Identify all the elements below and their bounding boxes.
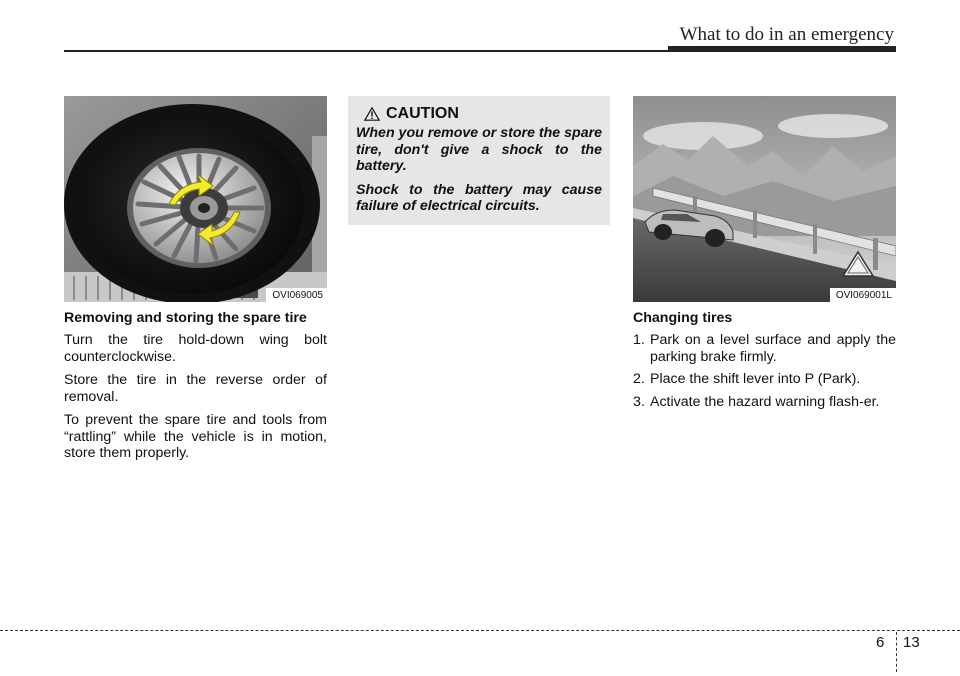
caution-paragraph: Shock to the battery may cause failure of electrical circuits. (356, 181, 602, 214)
step-text: Activate the hazard warning flash-er. (650, 393, 880, 410)
caution-header (356, 105, 602, 123)
body-paragraph: Store the tire in the reverse order of removal. (64, 372, 327, 405)
body-paragraph: Turn the tire hold-down wing bolt counterclockwise. (64, 332, 327, 365)
step-text: Park on a level surface and apply the parking brake firmly. (650, 332, 896, 365)
right-column (633, 96, 896, 416)
left-column (64, 96, 327, 469)
step-number: 2. (633, 371, 645, 387)
step-number: 3. (633, 393, 645, 410)
step-list (633, 332, 896, 410)
step-item (633, 394, 896, 411)
step-number: 1. (633, 332, 645, 348)
section-title: What to do in an emergency (679, 24, 894, 45)
spare-tire-illustration (64, 96, 327, 302)
step-text: Place the shift lever into P (Park). (650, 371, 861, 387)
middle-column (348, 96, 610, 225)
footer-rule (0, 630, 960, 631)
spare-tire-image (64, 96, 327, 302)
section-heading: Changing tires (633, 310, 733, 326)
page-divider (896, 632, 897, 672)
section-heading: Removing and storing the spare tire (64, 310, 307, 326)
warning-triangle-icon (364, 107, 380, 121)
body-paragraph: To prevent the spare tire and tools from “rattling” while the vehicle is in motion, store them properly. (64, 412, 327, 461)
chapter-number: 6 (876, 634, 885, 651)
step-item (633, 371, 896, 388)
caution-box (348, 96, 610, 225)
caution-title: CAUTION (386, 105, 459, 122)
caution-paragraph: When you remove or store the spare tire, don't give a shock to the battery. (356, 125, 602, 174)
figure-code: OVI069001L (830, 288, 896, 302)
page-number: 13 (903, 634, 920, 651)
roadside-illustration (633, 96, 896, 302)
roadside-image (633, 96, 896, 302)
step-item (633, 332, 896, 365)
header-tab-bar (668, 46, 896, 52)
figure-code: OVI069005 (266, 288, 327, 302)
